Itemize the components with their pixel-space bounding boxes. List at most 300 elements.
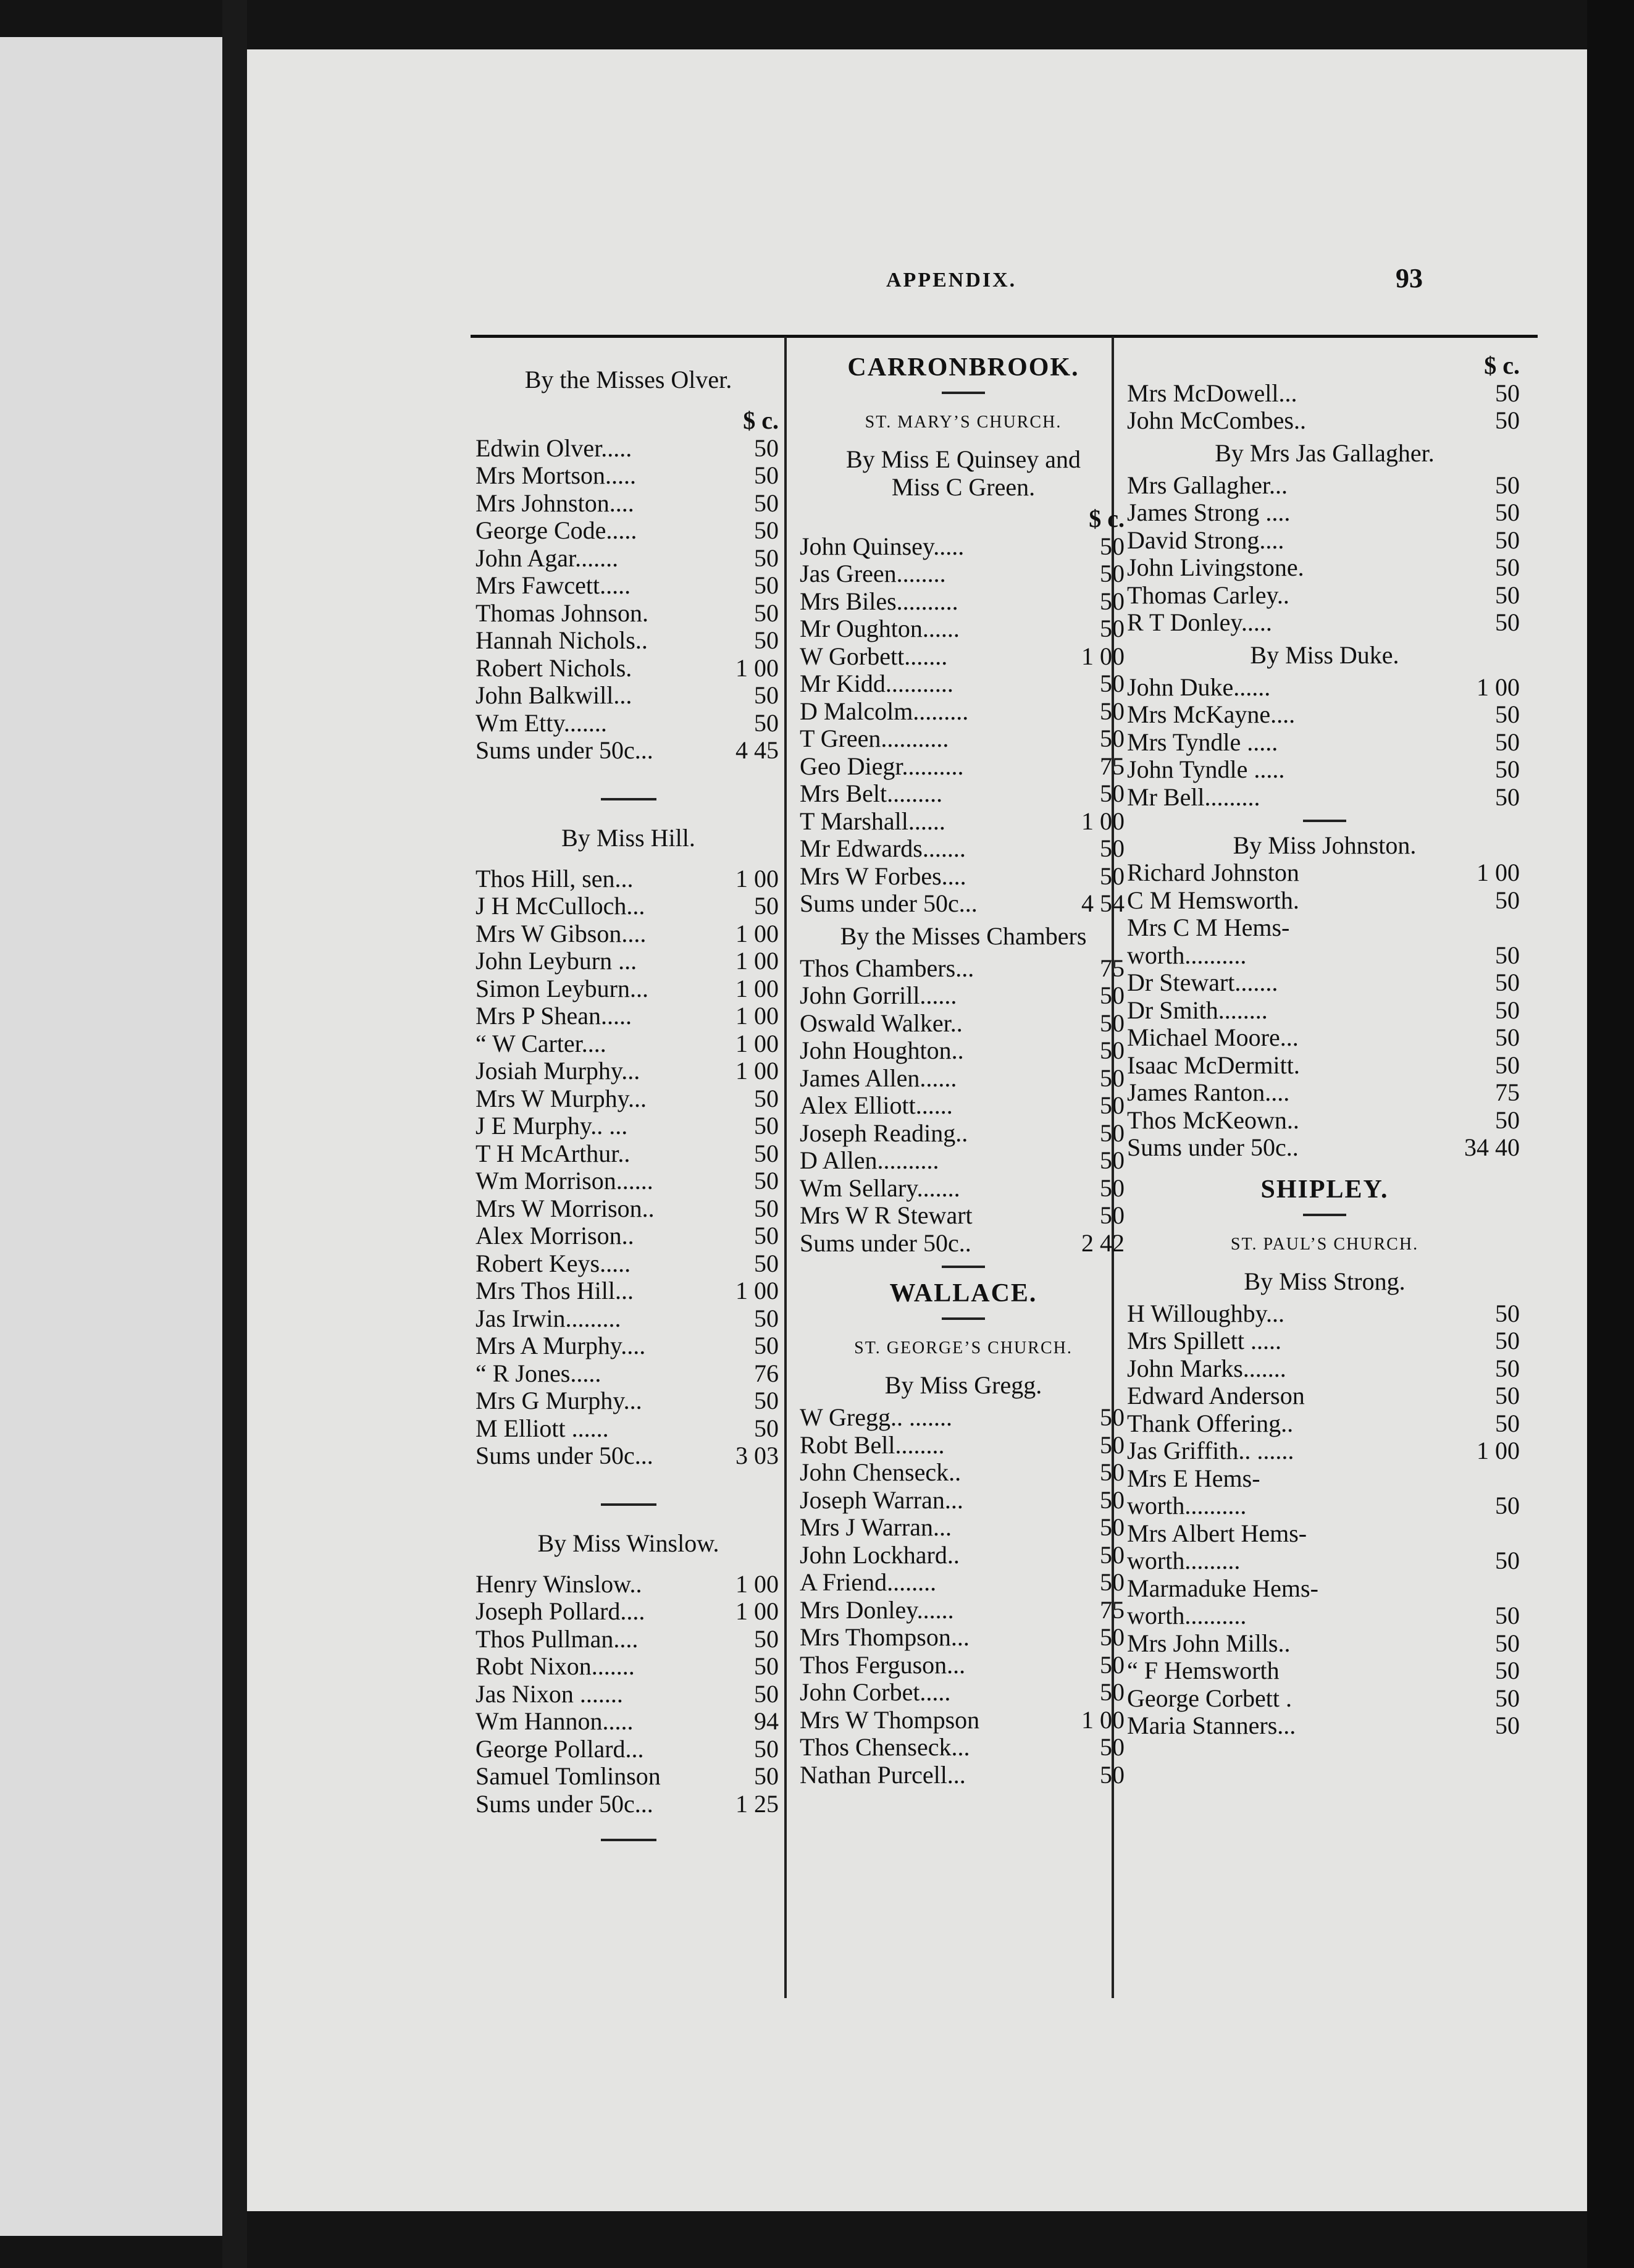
subscription-amount: 50: [754, 1762, 779, 1790]
subscriber-row: [1127, 1685, 1522, 1713]
subscriber-name: M Elliott ......: [476, 1414, 609, 1442]
subscriber-row: [800, 725, 1127, 753]
subscriber-row: [800, 1762, 1127, 1789]
subscription-amount: 50: [1495, 728, 1520, 756]
subscriber-name: Mr Edwards.......: [800, 835, 966, 862]
subscription-amount: 50: [1100, 724, 1125, 752]
subscriber-row: [800, 615, 1127, 643]
subscriber-row: [800, 1065, 1127, 1093]
subscriber-row: [800, 780, 1127, 808]
subscription-amount: 50: [1495, 1023, 1520, 1051]
subscriber-row: [800, 1147, 1127, 1175]
subscription-amount: 50: [1100, 1760, 1125, 1789]
subscriber-name: worth..........: [1127, 1492, 1247, 1519]
subscriber-row: [476, 1681, 781, 1708]
subscriber-name: George Pollard...: [476, 1735, 644, 1763]
subscriber-name: Mrs John Mills..: [1127, 1629, 1291, 1657]
subscriber-name: Mrs McDowell...: [1127, 379, 1297, 407]
subscriber-row: [800, 1202, 1127, 1230]
subscription-amount: 50: [1100, 1430, 1125, 1459]
subscriber-name: Mrs W Morrison..: [476, 1195, 655, 1222]
subscriber-name: Alex Elliott......: [800, 1092, 953, 1119]
subscription-amount: 75: [1100, 1595, 1125, 1624]
subscriber-row: [1127, 674, 1522, 702]
subscriber-row: [476, 1167, 781, 1195]
subscriber-row: [1127, 1300, 1522, 1328]
subscription-amount: 50: [1495, 471, 1520, 499]
subscription-amount: 50: [1100, 615, 1125, 642]
subscriber-name: Sums under 50c...: [476, 1442, 653, 1469]
subscription-amount: 4 54: [1081, 889, 1125, 917]
subscriber-row: [800, 1459, 1127, 1487]
subscription-amount: 50: [1495, 553, 1520, 581]
page-gutter: [222, 0, 247, 2268]
subscriber-row: [476, 1002, 781, 1030]
subscriber-row: [800, 890, 1127, 918]
subscriber-name: Jas Green........: [800, 560, 946, 587]
subscriber-name: worth..........: [1127, 1602, 1247, 1629]
subscription-amount: 50: [1100, 834, 1125, 862]
subscriber-name: Sums under 50c..: [1127, 1134, 1299, 1161]
subscription-amount: 50: [754, 708, 779, 737]
subscription-amount: 50: [1100, 532, 1125, 560]
subscription-amount: 1 00: [735, 864, 779, 892]
document-page: [247, 49, 1587, 2211]
subscription-amount: 50: [1100, 1201, 1125, 1229]
subscription-amount: 1 00: [1081, 642, 1125, 670]
subscriber-row: [1127, 499, 1522, 527]
subscriber-list: [1127, 1300, 1522, 1740]
running-head: [247, 262, 1587, 300]
subscription-amount: 50: [1495, 968, 1520, 996]
subscriber-list: [800, 955, 1127, 1258]
subscriber-row: [476, 517, 781, 545]
subscriber-row: [1127, 1382, 1522, 1410]
subscriber-row: [476, 1653, 781, 1681]
subscriber-list: [1127, 859, 1522, 1162]
section-heading: By Miss Duke.: [1250, 640, 1399, 669]
subscriber-name: Alex Morrison..: [476, 1222, 634, 1250]
subscriber-name: Samuel Tomlinson: [476, 1763, 661, 1790]
section-heading: By Miss Gregg.: [884, 1371, 1042, 1399]
section-heading: By Miss Strong.: [1244, 1267, 1406, 1295]
subscriber-row: [1127, 1355, 1522, 1383]
subscriber-name: Geo Diegr..........: [800, 752, 964, 780]
subscription-amount: 50: [1495, 1051, 1520, 1079]
subscriber-name: Mr Oughton......: [800, 615, 960, 642]
subscriber-name: Edward Anderson: [1127, 1382, 1305, 1409]
subscriber-name: T Green...........: [800, 725, 949, 752]
column-2: [800, 352, 1127, 1789]
section-heading: By Miss Johnston.: [1233, 831, 1417, 859]
subscriber-row: [800, 1707, 1127, 1734]
subscription-amount: 50: [1495, 941, 1520, 969]
subscriber-name: Thos Hill, sen...: [476, 865, 634, 892]
subscriber-name: Jas Nixon .......: [476, 1680, 623, 1708]
subscriber-name: John McCombes..: [1127, 407, 1306, 434]
subscriber-row: [800, 835, 1127, 863]
subscriber-name: George Code.....: [476, 517, 637, 544]
subscription-amount: 50: [1100, 1064, 1125, 1092]
subscriber-row: [476, 1277, 781, 1305]
subscription-amount: 50: [1495, 1106, 1520, 1134]
subscriber-list: [1127, 472, 1522, 637]
subscriber-row: [476, 1736, 781, 1763]
section-heading: By Miss Winslow.: [537, 1529, 719, 1557]
subscriber-name: Maria Stanners...: [1127, 1712, 1296, 1739]
subscription-amount: 50: [1100, 1174, 1125, 1202]
place-heading: WALLACE.: [889, 1279, 1037, 1308]
page-number: 93: [1396, 263, 1423, 293]
subscription-amount: 50: [754, 892, 779, 920]
subscriber-name: John Balkwill...: [476, 682, 632, 709]
subscription-amount: 1 00: [735, 974, 779, 1002]
subscriber-name: “ R Jones.....: [476, 1359, 601, 1387]
subscriber-name: Mrs Tyndle .....: [1127, 728, 1278, 756]
subscriber-name: Mrs Biles..........: [800, 587, 958, 615]
subscriber-row: [1127, 380, 1522, 408]
subscriber-row: [1127, 784, 1522, 812]
subscriber-name: Wm Hannon.....: [476, 1708, 634, 1735]
subscriber-name: J H McCulloch...: [476, 892, 645, 920]
subscription-amount: 50: [754, 1084, 779, 1112]
subscriber-row: [1127, 582, 1522, 610]
section-heading-line2: Miss C Green.: [891, 473, 1036, 501]
subscriber-row: [476, 572, 781, 600]
section-divider: [601, 1839, 656, 1841]
subscription-amount: 1 00: [1477, 673, 1520, 701]
subscriber-row: [1127, 997, 1522, 1025]
subscriber-name: Mrs A Murphy....: [476, 1332, 646, 1359]
subscriber-row: [1127, 1657, 1522, 1685]
subscription-amount: 50: [1495, 526, 1520, 554]
section-divider: [1303, 820, 1346, 822]
subscription-amount: 50: [1100, 779, 1125, 807]
subscriber-row: [800, 1734, 1127, 1762]
subscription-amount: 50: [1495, 498, 1520, 526]
subscriber-name: Simon Leyburn...: [476, 975, 648, 1002]
subscriber-row: [800, 1037, 1127, 1065]
subscriber-row: [476, 1387, 781, 1415]
church-heading: ST. PAUL’S CHURCH.: [1230, 1234, 1419, 1254]
subscriber-row: [476, 462, 781, 490]
subscriber-name: Mrs J Warran...: [800, 1514, 952, 1541]
subscriber-name: Dr Smith........: [1127, 996, 1268, 1024]
subscription-amount: 50: [1495, 1602, 1520, 1629]
subscriber-row: [1127, 1437, 1522, 1465]
subscriber-row: [800, 753, 1127, 781]
subscription-amount: 50: [1495, 1629, 1520, 1657]
top-rule: [471, 335, 1538, 338]
subscription-amount: 50: [1100, 1036, 1125, 1064]
subscriber-name: James Ranton....: [1127, 1079, 1290, 1106]
subscription-amount: 50: [754, 434, 779, 462]
subscription-amount: 1 00: [735, 1029, 779, 1057]
subscriber-row: [1127, 1492, 1522, 1520]
subscription-amount: 50: [754, 516, 779, 544]
subscriber-name: Robert Nichols.: [476, 654, 632, 682]
subscriber-list: [476, 865, 781, 1470]
subscription-amount: 50: [1495, 1492, 1520, 1519]
subscriber-row: [476, 1442, 781, 1470]
subscription-amount: 50: [754, 1624, 779, 1653]
subscriber-row: [476, 1222, 781, 1250]
subscriber-row: [1127, 1052, 1522, 1080]
subscription-amount: 50: [1495, 581, 1520, 609]
subscriber-row: [1127, 1024, 1522, 1052]
subscriber-name: W Gorbett.......: [800, 642, 948, 670]
section-heading: By the Misses Chambers: [840, 922, 1087, 950]
column-3: [1127, 352, 1522, 1740]
subscription-amount: 50: [754, 461, 779, 489]
subscriber-name: Michael Moore...: [1127, 1024, 1299, 1051]
subscriber-row: [1127, 756, 1522, 784]
subscriber-row: [800, 1230, 1127, 1258]
subscription-amount: 50: [1495, 1299, 1520, 1327]
subscriber-name: Thomas Carley..: [1127, 581, 1289, 609]
subscriber-name: Thos Ferguson...: [800, 1651, 966, 1679]
subscription-amount: 50: [1100, 1119, 1125, 1147]
subscriber-row: [1127, 1134, 1522, 1162]
section-divider: [942, 392, 985, 394]
subscriber-row: [1127, 914, 1522, 942]
subscriber-name: D Malcolm.........: [800, 697, 969, 725]
subscriber-name: C M Hemsworth.: [1127, 886, 1299, 914]
church-heading: ST. GEORGE’S CHURCH.: [854, 1338, 1073, 1358]
subscriber-name: Mrs Fawcett.....: [476, 572, 631, 599]
subscriber-name: Mrs E Hems-: [1127, 1464, 1260, 1492]
place-heading: SHIPLEY.: [1260, 1175, 1389, 1204]
subscription-amount: 1 00: [1477, 1437, 1520, 1464]
subscriber-name: Mrs W Murphy...: [476, 1085, 647, 1112]
subscription-amount: 50: [1100, 1009, 1125, 1037]
place-heading: CARRONBROOK.: [847, 353, 1079, 382]
subscription-amount: 50: [754, 681, 779, 709]
subscription-amount: 50: [1495, 783, 1520, 811]
subscriber-name: John Gorrill......: [800, 982, 957, 1009]
subscriber-name: Mrs Spillett .....: [1127, 1327, 1282, 1354]
subscription-amount: 50: [1495, 1712, 1520, 1739]
subscriber-name: worth.........: [1127, 1547, 1241, 1574]
subscription-amount: 50: [1495, 1409, 1520, 1437]
subscription-amount: 1 00: [735, 1277, 779, 1304]
subscriber-name: Mrs Thompson...: [800, 1624, 970, 1651]
section-heading: By Mrs Jas Gallagher.: [1215, 439, 1435, 467]
subscription-amount: 50: [1100, 1733, 1125, 1761]
subscriber-row: [800, 1542, 1127, 1569]
column-divider-1: [784, 337, 787, 1998]
subscriber-row: [1127, 407, 1522, 435]
subscriber-list: [800, 1404, 1127, 1789]
subscriber-row: [476, 1360, 781, 1388]
subscriber-name: Oswald Walker..: [800, 1009, 963, 1037]
subscription-amount: 50: [1100, 1458, 1125, 1486]
scan-edge: [1587, 0, 1634, 2268]
subscriber-name: Wm Morrison......: [476, 1167, 653, 1195]
subscriber-row: [476, 655, 781, 682]
subscriber-name: Mrs Belt.........: [800, 780, 943, 807]
subscriber-name: Edwin Olver.....: [476, 434, 632, 462]
subscription-amount: 50: [1495, 1382, 1520, 1409]
subscription-amount: 2 42: [1081, 1228, 1125, 1257]
subscriber-row: [800, 982, 1127, 1010]
subscription-amount: 50: [1100, 1678, 1125, 1706]
subscription-amount: 50: [754, 1387, 779, 1414]
currency-header: $ c.: [743, 406, 779, 434]
subscription-amount: 4 45: [735, 736, 779, 764]
subscriber-row: [476, 682, 781, 710]
subscriber-row: [476, 710, 781, 737]
subscription-amount: 34 40: [1464, 1133, 1520, 1161]
subscriber-row: [1127, 1327, 1522, 1355]
subscriber-name: R T Donley.....: [1127, 609, 1272, 636]
subscriber-row: [476, 1085, 781, 1113]
subscriber-name: John Houghton..: [800, 1037, 964, 1064]
subscriber-row: [1127, 472, 1522, 500]
subscriber-name: Mrs W Forbes....: [800, 862, 966, 890]
subscription-amount: 1 00: [735, 1569, 779, 1598]
subscription-amount: 50: [1100, 1091, 1125, 1119]
section-heading: By Miss Hill.: [561, 823, 695, 852]
subscription-amount: 1 00: [735, 653, 779, 682]
subscriber-name: W Gregg.. .......: [800, 1404, 952, 1431]
subscriber-name: Mrs P Shean.....: [476, 1002, 632, 1030]
subscriber-name: D Allen..........: [800, 1147, 939, 1174]
subscription-amount: 50: [1100, 1540, 1125, 1569]
subscription-amount: 50: [754, 1332, 779, 1359]
subscriber-name: Mrs W R Stewart: [800, 1202, 973, 1229]
subscriber-row: [476, 1415, 781, 1443]
subscriber-row: [1127, 527, 1522, 555]
section-divider: [942, 1266, 985, 1268]
subscriber-name: Mrs Gallagher...: [1127, 471, 1288, 499]
subscription-amount: 50: [754, 598, 779, 627]
subscriber-name: Robert Keys.....: [476, 1250, 631, 1277]
subscriber-row: [1127, 1575, 1522, 1603]
subscriber-row: [1127, 1630, 1522, 1658]
subscriber-row: [476, 600, 781, 628]
subscriber-name: John Lockhard..: [800, 1541, 960, 1569]
subscription-amount: 50: [1100, 587, 1125, 615]
subscriber-row: [800, 1175, 1127, 1203]
subscription-amount: 50: [1100, 1485, 1125, 1514]
subscriber-name: Mrs Donley......: [800, 1596, 954, 1624]
subscriber-row: [800, 1010, 1127, 1038]
subscription-amount: 76: [754, 1359, 779, 1387]
subscriber-name: Wm Etty.......: [476, 709, 607, 737]
subscriber-name: T Marshall......: [800, 807, 945, 835]
subscriber-name: Henry Winslow..: [476, 1570, 642, 1598]
subscriber-name: Mrs W Thompson: [800, 1706, 980, 1734]
subscriber-row: [800, 1569, 1127, 1597]
subscriber-row: [1127, 1410, 1522, 1438]
subscriber-name: Mrs McKayne....: [1127, 701, 1296, 728]
subscriber-name: John Corbet.....: [800, 1679, 951, 1706]
subscriber-row: [476, 1195, 781, 1223]
subscription-amount: 50: [1495, 996, 1520, 1024]
subscriber-row: [476, 1250, 781, 1278]
subscriber-name: John Livingstone.: [1127, 554, 1304, 581]
subscription-amount: 50: [1495, 1684, 1520, 1712]
subscriber-name: Hannah Nichols..: [476, 627, 648, 654]
subscriber-name: John Chenseck..: [800, 1459, 962, 1486]
subscriber-list: [1127, 380, 1522, 435]
subscriber-row: [1127, 1602, 1522, 1630]
subscriber-name: A Friend........: [800, 1569, 937, 1596]
subscription-amount: 50: [1495, 1547, 1520, 1574]
subscriber-row: [476, 920, 781, 948]
subscriber-row: [476, 545, 781, 573]
subscription-amount: 75: [1100, 752, 1125, 780]
subscriber-name: John Duke......: [1127, 673, 1271, 701]
subscription-amount: 50: [1100, 1623, 1125, 1651]
subscriber-row: [800, 588, 1127, 616]
subscriber-name: Sums under 50c..: [800, 1229, 971, 1257]
subscriber-row: [476, 627, 781, 655]
subscriber-row: [800, 533, 1127, 561]
subscriber-name: Marmaduke Hems-: [1127, 1574, 1318, 1602]
subscriber-row: [800, 1120, 1127, 1148]
subscriber-row: [1127, 554, 1522, 582]
subscriber-name: Joseph Reading..: [800, 1119, 968, 1147]
subscriber-name: H Willoughby...: [1127, 1300, 1285, 1327]
subscriber-list: [476, 435, 781, 765]
section-divider: [601, 1503, 656, 1506]
subscriber-name: Mr Bell.........: [1127, 783, 1260, 811]
subscription-amount: 1 00: [1081, 807, 1125, 835]
subscription-amount: 50: [1100, 1568, 1125, 1596]
subscriber-row: [476, 1030, 781, 1058]
subscriber-name: John Agar.......: [476, 544, 619, 572]
subscription-amount: 1 00: [735, 1002, 779, 1030]
subscription-amount: 50: [1495, 755, 1520, 783]
subscriber-row: [476, 1332, 781, 1360]
subscriber-row: [476, 892, 781, 920]
subscriber-name: Joseph Warran...: [800, 1486, 963, 1514]
subscriber-row: [1127, 609, 1522, 637]
subscription-amount: 50: [1100, 697, 1125, 725]
subscription-amount: 94: [754, 1707, 779, 1735]
subscriber-row: [800, 863, 1127, 891]
subscriber-row: [800, 670, 1127, 698]
adjacent-page-margin: [0, 37, 222, 2236]
subscriber-row: [800, 1597, 1127, 1624]
subscriber-row: [800, 643, 1127, 671]
subscriber-name: Wm Sellary.......: [800, 1174, 960, 1202]
subscription-amount: 50: [754, 1679, 779, 1708]
subscriber-name: David Strong....: [1127, 526, 1284, 554]
subscription-amount: 50: [1495, 608, 1520, 636]
subscription-amount: 50: [1495, 700, 1520, 728]
subscriber-row: [800, 808, 1127, 836]
subscription-amount: 50: [754, 1652, 779, 1680]
subscriber-row: [1127, 969, 1522, 997]
subscription-amount: 1 25: [735, 1789, 779, 1818]
subscriber-name: Mrs Albert Hems-: [1127, 1519, 1307, 1547]
subscriber-name: Robt Bell........: [800, 1431, 945, 1459]
subscriber-row: [1127, 729, 1522, 757]
subscriber-name: Richard Johnston: [1127, 859, 1299, 886]
subscription-amount: 50: [754, 544, 779, 572]
subscription-amount: 50: [1100, 1403, 1125, 1431]
subscriber-row: [476, 1305, 781, 1333]
subscriber-row: [476, 1791, 781, 1818]
subscription-amount: 50: [1495, 886, 1520, 914]
subscription-amount: 50: [1100, 981, 1125, 1009]
subscriber-name: Thos Chambers...: [800, 954, 974, 982]
subscription-amount: 50: [1495, 1354, 1520, 1382]
subscriber-row: [476, 1763, 781, 1791]
